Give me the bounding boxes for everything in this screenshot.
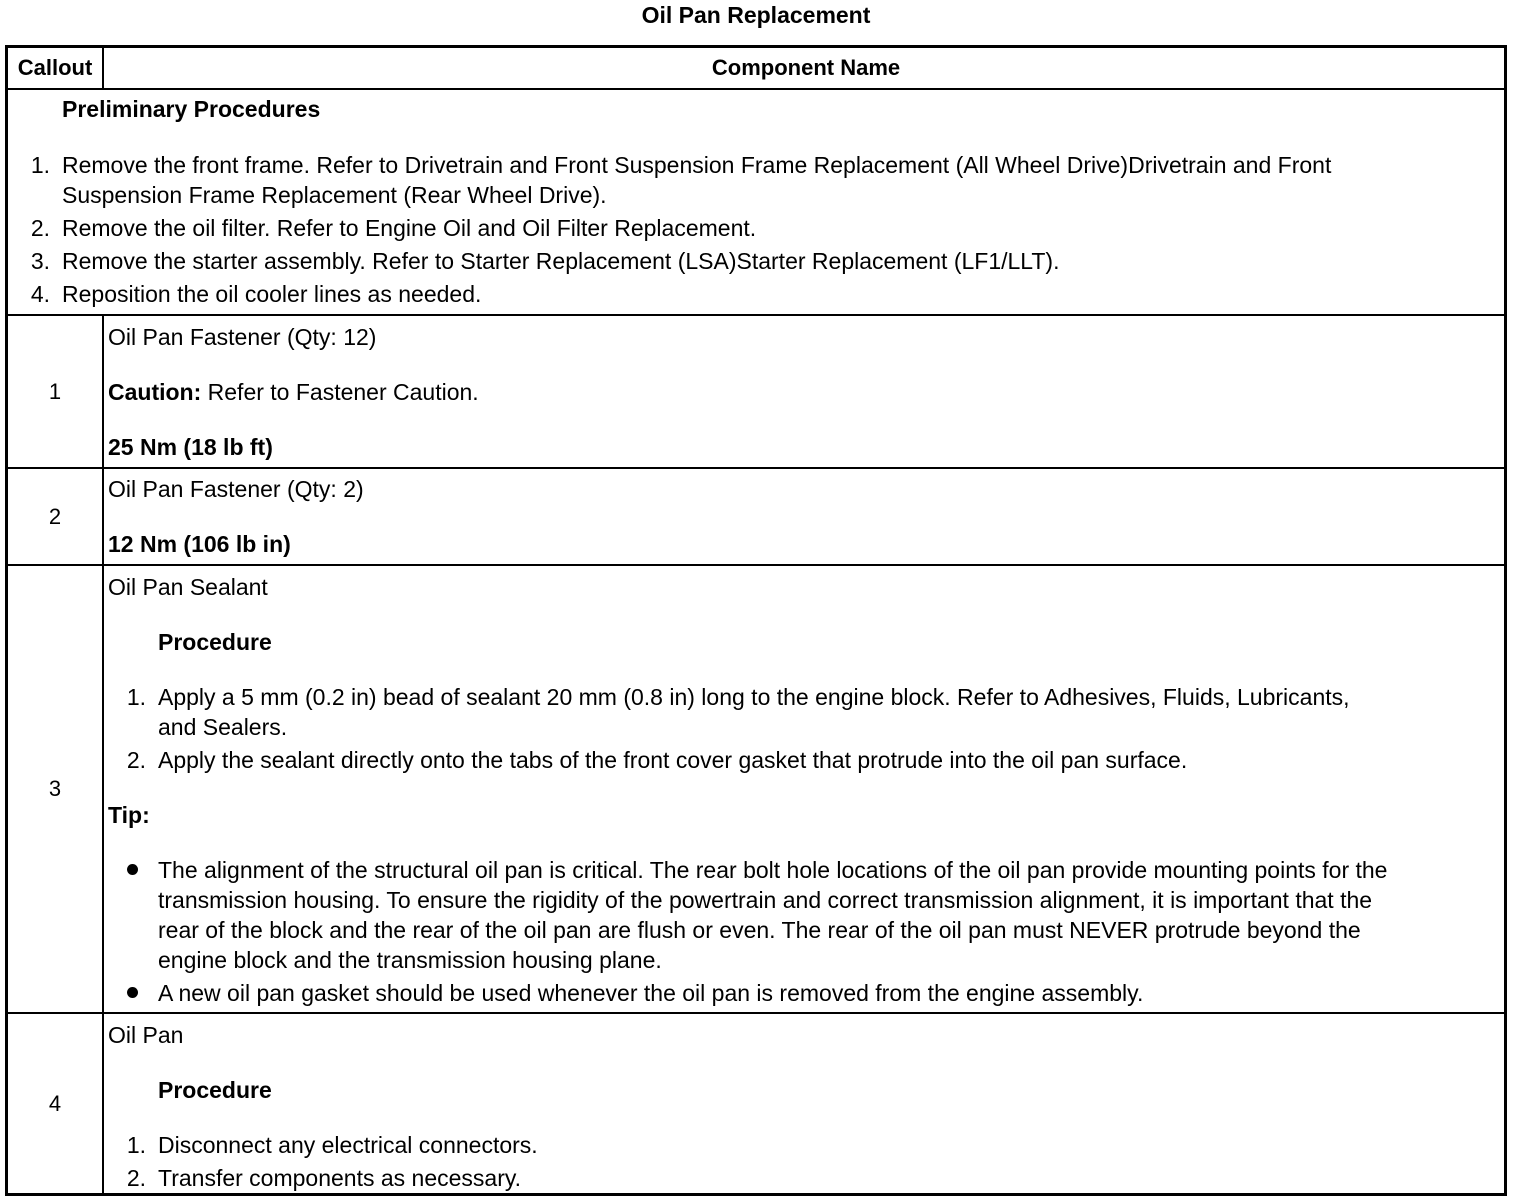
tip-1-line-1: The alignment of the structural oil pan is critical. The rear bolt hole locations of the oil pan provide mounting points for the [158,857,1388,883]
table-row [8,314,1504,467]
tip-1-line-3: rear of the block and the rear of the oil pan are flush or even. The rear of the oil pan must NEVER protrude beyond the [158,917,1361,943]
header-callout: Callout [8,48,104,88]
preliminary-procedures-row [8,88,1504,314]
callout-number: 3 [8,566,104,1012]
prelim-step-4-number: 4. [30,281,50,307]
table-row [8,467,1504,564]
prelim-step-4-line-1: Reposition the oil cooler lines as needed. [62,281,482,307]
prelim-step-2-number: 2. [30,215,50,241]
tip-2-line-1: A new oil pan gasket should be used whenever the oil pan is removed from the engine assembly. [158,980,1144,1006]
callout-number: 1 [8,316,104,467]
prelim-heading: Preliminary Procedures [62,96,321,122]
tip-1-line-4: engine block and the transmission housing plane. [158,947,662,973]
procedure-heading: Procedure [158,629,272,655]
prelim-step-3-number: 3. [30,248,50,274]
table-row [8,564,1504,1012]
prelim-step-2-line-1: Remove the oil filter. Refer to Engine Oil and Oil Filter Replacement. [62,215,757,241]
callout-number: 2 [8,469,104,564]
procedure-step-1-line-1: Disconnect any electrical connectors. [158,1132,538,1158]
prelim-step-1-line-1: Remove the front frame. Refer to Drivetrain and Front Suspension Frame Replacement (All Wheel Drive)Drivetrain and Front [62,152,1332,178]
torque-spec: 25 Nm (18 lb ft) [108,434,273,460]
procedure-step-1-number: 1. [126,684,146,710]
caution-note: Caution: Refer to Fastener Caution. [108,379,479,405]
procedure-step-2-line-1: Apply the sealant directly onto the tabs of the front cover gasket that protrude into the oil pan surface. [158,747,1188,773]
bullet-icon [127,987,138,998]
prelim-step-1-number: 1. [30,152,50,178]
page-title: Oil Pan Replacement [641,2,871,28]
component-name: Oil Pan Sealant [108,574,268,600]
table-row [8,1012,1504,1193]
procedure-step-2-number: 2. [126,747,146,773]
component-name: Oil Pan Fastener (Qty: 2) [108,476,364,502]
procedure-step-2-number: 2. [126,1165,146,1191]
torque-spec: 12 Nm (106 lb in) [108,531,291,557]
component-name: Oil Pan Fastener (Qty: 12) [108,324,377,350]
procedure-step-2-line-1: Transfer components as necessary. [158,1165,522,1191]
procedure-step-1-line-1: Apply a 5 mm (0.2 in) bead of sealant 20 mm (0.8 in) long to the engine block. Refer to Adhesives, Fluids, Lubricants, [158,684,1350,710]
tip-1-line-2: transmission housing. To ensure the rigidity of the powertrain and correct transmission alignment, it is important that the [158,887,1373,913]
callout-number: 4 [8,1014,104,1193]
procedure-step-1-line-2: and Sealers. [158,714,288,740]
prelim-step-3-line-1: Remove the starter assembly. Refer to Starter Replacement (LSA)Starter Replacement (LF1/LLT). [62,248,1060,274]
component-name: Oil Pan [108,1022,184,1048]
procedure-heading: Procedure [158,1077,272,1103]
procedure-step-1-number: 1. [126,1132,146,1158]
bullet-icon [127,864,138,875]
table-header-row [8,48,1504,88]
header-component-name: Component Name [711,55,901,80]
tip-heading: Tip: [108,802,150,828]
component-table [5,45,1507,1196]
prelim-step-1-line-2: Suspension Frame Replacement (Rear Wheel Drive). [62,182,607,208]
